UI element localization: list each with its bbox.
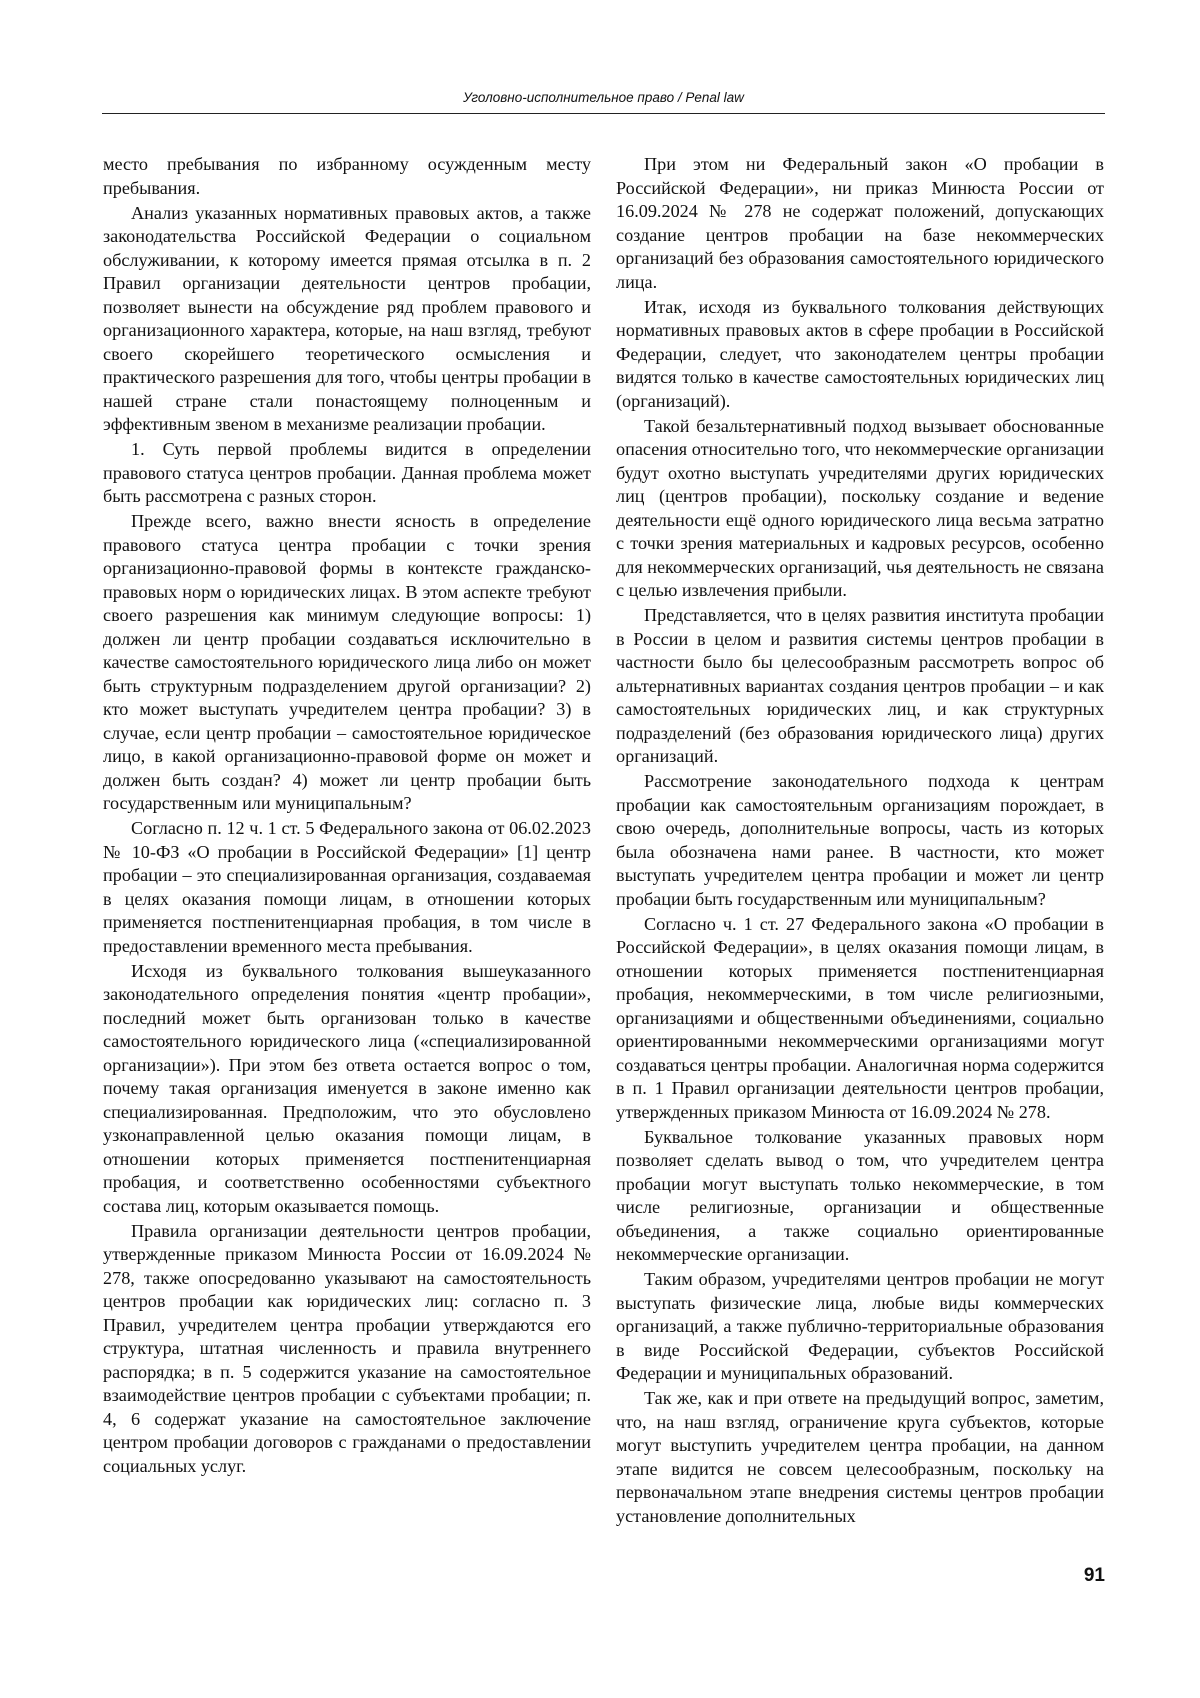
paragraph: Согласно п. 12 ч. 1 ст. 5 Федерального закона от 06.02.2023 № 10-ФЗ «О пробации в Российской Федерации» [1] центр пробации – это специализированная организация, создаваемая в целях оказания помощи лицам, в отношении которых применяется постпенитенциарная пробация, в том числе в предоставлении временного места пребывания. — [103, 818, 591, 956]
header-rule — [102, 113, 1105, 114]
paragraph: Буквальное толкование указанных правовых норм позволяет сделать вывод о том, что учредителем центра пробации могут выступать только некоммерческие, в том числе религиозные, организации и общественные объединения, а также социально ориентированные некоммерческие организации. — [616, 1126, 1104, 1264]
paragraph: Анализ указанных нормативных правовых актов, а также законодательства Российской Федерации о социальном обслуживании, к которому имеется прямая отсылка в п. 2 Правил организации деятельности центров пробации, позволяет вынести на обсуждение ряд проблем правового и организационного характера, которые, на наш взгляд, требуют своего скорейшего теоретического осмысления и практического разрешения для того, чтобы центры пробации в нашей стране стали понастоящему полноценным и эффективным звеном в механизме реализации пробации. — [103, 202, 591, 434]
running-header-en: Penal law — [685, 90, 744, 105]
paragraph: Исходя из буквального толкования вышеуказанного законодательного определения понятия «центр пробации», последний может быть организован только в качестве самостоятельного юридического лица («специализированной организации»). При этом без ответа остается вопрос о том, почему такая организация именуется в законе именно как специализированная. Предположим, что это обусловлено узконаправленной целью оказания помощи лицам, в отношении которых применяется постпенитенциарная пробация, и соответственно особенностями субъектного состава лиц, которым оказывается помощь. — [103, 960, 591, 1216]
page-number: 91 — [1083, 1565, 1105, 1586]
paragraph: Так же, как и при ответе на предыдущий вопрос, заметим, что, на наш взгляд, ограничение круга субъектов, которые могут выступить учредителем центра пробации, на данном этапе видится не совсем целесообразным, поскольку на первоначальном этапе внедрения системы центров пробации установление дополнительных — [616, 1388, 1104, 1526]
paragraph: Прежде всего, важно внести ясность в определение правового статуса центра пробации с точки зрения организационно-правовой формы в контексте гражданско-правовых норм о юридических лицах. В этом аспекте требуют своего разрешения как минимум следующие вопросы: 1) должен ли центр пробации создаваться исключительно в качестве самостоятельного юридического лица либо он может быть структурным подразделением другой организации? 2) кто может выступать учредителем центра пробации? 3) в случае, если центр пробации – самостоятельное юридическое лицо, в какой организационно-правовой форме он может и должен быть создан? 4) может ли центр пробации быть государственным или муниципальным? — [103, 511, 591, 813]
paragraph-continued: место пребывания по избранному осужденным месту пребывания. — [103, 154, 591, 198]
paragraph: При этом ни Федеральный закон «О пробации в Российской Федерации», ни приказ Минюста России от 16.09.2024 № 278 не содержат положений, допускающих создание центров пробации на базе некоммерческих организаций без образования самостоятельного юридического лица. — [616, 154, 1104, 292]
paragraph: Правила организации деятельности центров пробации, утвержденные приказом Минюста России от 16.09.2024 № 278, также опосредованно указывают на самостоятельность центров пробации как юридических лиц: согласно п. 3 Правил, учредителем центра пробации утверждаются его структура, штатная численность и правила внутреннего распорядка; в п. 5 содержится указание на самостоятельное взаимодействие центров пробации с субъектами пробации; п. 4, 6 содержат указание на самостоятельное заключение центром пробации договоров с гражданами о предоставлении социальных услуг. — [103, 1220, 591, 1476]
paragraph: Представляется, что в целях развития института пробации в России в целом и развития системы центров пробации в частности было бы целесообразным рассмотреть вопрос об альтернативных вариантах создания центров пробации – и как самостоятельных юридических лиц, и как структурных подразделений (без образования юридического лица) других организаций. — [616, 605, 1104, 766]
paragraph: Согласно ч. 1 ст. 27 Федерального закона «О пробации в Российской Федерации», в целях оказания помощи лицам, в отношении которых применяется постпенитенциарная пробация, некоммерческими, в том числе религиозными, организациями и общественными объединениями, социально ориентированными некоммерческими организациями могут создаваться центры пробации. Аналогичная норма содержится в п. 1 Правил организации деятельности центров пробации, утвержденных приказом Минюста от 16.09.2024 № 278. — [616, 913, 1104, 1122]
running-header-ru: Уголовно-исполнительное право — [463, 90, 675, 105]
paragraph: Итак, исходя из буквального толкования действующих нормативных правовых актов в сфере пробации в Российской Федерации, следует, что законодателем центры пробации видятся только в качестве самостоятельных юридических лиц (организаций). — [616, 296, 1104, 411]
paragraph: Таким образом, учредителями центров пробации не могут выступать физические лица, любые виды коммерческих организаций, а также публично-территориальные образования в виде Российской Федерации, субъектов Российской Федерации и муниципальных образований. — [616, 1269, 1104, 1383]
left-column — [103, 153, 591, 1480]
running-header-separator: / — [674, 90, 686, 105]
right-column — [616, 153, 1104, 1530]
running-header — [102, 89, 1105, 107]
paragraph: Такой безальтернативный подход вызывает обоснованные опасения относительно того, что некоммерческие организации будут охотно выступать учредителями других юридических лиц (центров пробации), поскольку создание и ведение деятельности ещё одного юридического лица весьма затратно с точки зрения материальных и кадровых ресурсов, особенно для некоммерческих организаций, чья деятельность не связана с целью извлечения прибыли. — [616, 415, 1104, 600]
paragraph: 1. Суть первой проблемы видится в определении правового статуса центров пробации. Данная проблема может быть рассмотрена с разных сторон. — [103, 439, 591, 506]
paragraph: Рассмотрение законодательного подхода к центрам пробации как самостоятельным организациям порождает, в свою очередь, дополнительные вопросы, часть из которых была обозначена нами ранее. В частности, кто может выступать учредителем центра пробации и может ли центр пробации быть государственным или муниципальным? — [616, 771, 1104, 909]
